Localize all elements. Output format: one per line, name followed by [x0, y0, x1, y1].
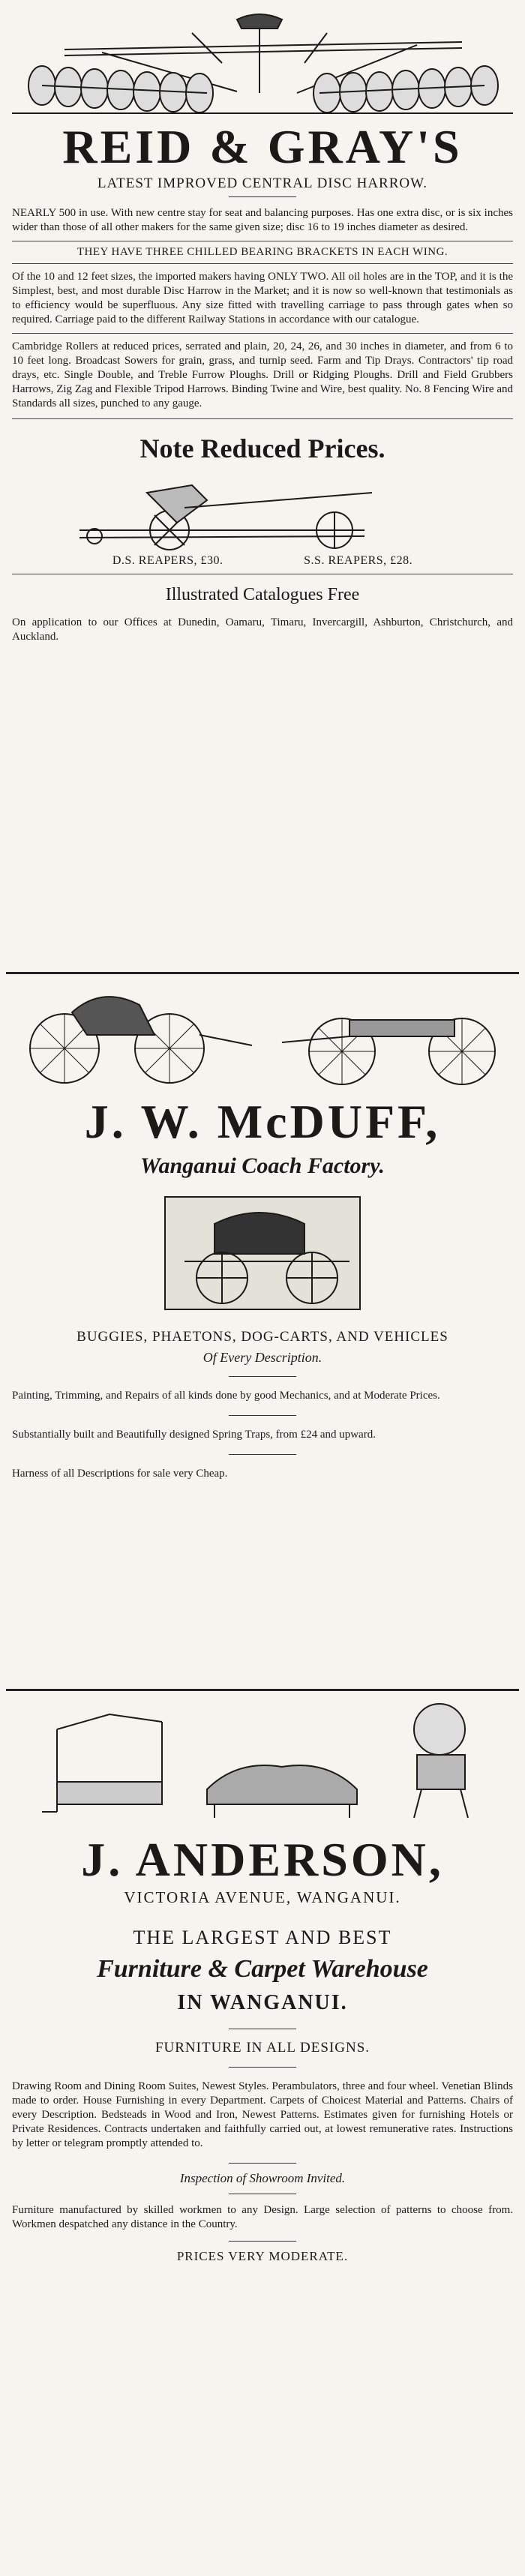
reid-gray-subtitle: LATEST IMPROVED CENTRAL DISC HARROW. — [97, 175, 428, 191]
reid-gray-para-1: NEARLY 500 in use. With new centre stay for seat and balancing purposes. Has one extra disc, or is six inches wider than those of all other makers for the same given size; disc 16 to 19 inches diameter as desired. — [12, 207, 513, 233]
reaper-illustration — [12, 478, 513, 553]
furniture-illustration — [12, 1699, 513, 1827]
reid-gray-title: REID & GRAY'S — [62, 120, 463, 173]
anderson-title: J. ANDERSON, — [81, 1833, 444, 1886]
anderson-prices: PRICES VERY MODERATE. — [176, 2249, 349, 2263]
anderson-inspection: Inspection of Showroom Invited. — [179, 2171, 346, 2185]
mcduff-title: J. W. McDUFF, — [84, 1095, 441, 1148]
short-rule — [229, 1454, 296, 1455]
anderson-para-1: Drawing Room and Dining Room Suites, Newest Styles. Perambulators, three and four wheel. Venetian Blinds made to order. House Furnishing in every Department. Carpets of Choicest Material and Patterns. Chairs of every Description. Bedsteads in Wood and Iron, Newest Patterns. Estimates given for furnishing Hotels or Private Residences. Contracts undertaken and faithfully carried out, at lowest remunerative rates. Instructions by letter or telegram promptly attended to. — [12, 2080, 513, 2149]
ss-reaper-price: S.S. REAPERS, £28. — [304, 554, 413, 567]
anderson-para-2: Furniture manufactured by skilled workmen to any Design. Large selection of patterns to choose from. Workmen despatched any distance in the Country. — [12, 2204, 513, 2230]
reid-gray-advert — [0, 0, 525, 971]
short-rule — [229, 196, 296, 197]
mcduff-harness: Harness of all Descriptions for sale very Cheap. — [12, 1468, 228, 1480]
short-rule — [229, 2163, 296, 2164]
rule — [12, 333, 513, 334]
reid-gray-offices: On application to our Offices at Dunedin, Oamaru, Timaru, Invercargill, Ashburton, Christchurch, and Auckland. — [12, 616, 513, 643]
rule — [12, 263, 513, 264]
reaper-prices — [72, 554, 453, 568]
reid-gray-para-4: Cambridge Rollers at reduced prices, serrated and plain, 20, 24, 26, and 30 inches in diameter, and from 6 to 10 feet long. Broadcast Sowers for grain, grass, and turnip seed. Farm and Tip Drays. Contractors' tip road drays, etc. Single Double, and Treble Furrow Ploughs. Drill or Ridging Ploughs. Drill and Field Grubbers Harrows, Zig Zag and Flexible Tripod Harrows. Binding Twine and Wire, best quality. No. 8 Fencing Wire and Standards all sizes, punched to any gauge. — [12, 340, 513, 409]
disc-harrow-illustration — [12, 3, 513, 115]
anderson-advert — [0, 1693, 525, 2576]
mcduff-painting: Painting, Trimming, and Repairs of all kinds done by good Mechanics, and at Moderate Prices. — [12, 1390, 440, 1402]
note-reduced-prices: Note Reduced Prices. — [140, 433, 386, 463]
anderson-largest: THE LARGEST AND BEST — [133, 1927, 392, 1948]
rule — [12, 418, 513, 419]
reid-gray-brackets: THEY HAVE THREE CHILLED BEARING BRACKETS IN EACH WING. — [76, 246, 448, 258]
ds-reaper-price: D.S. REAPERS, £30. — [112, 554, 224, 567]
short-rule — [229, 1376, 296, 1377]
mcduff-traps: Substantially built and Beautifully designed Spring Traps, from £24 and upward. — [12, 1429, 376, 1441]
reid-gray-para-3: Of the 10 and 12 feet sizes, the imported makers having ONLY TWO. All oil holes are in the TOP, and it is the Simplest, best, and most durable Disc Harrow in the Market; and it is now so well-known that testimonials as to efficiency would be superfluous. Any size fitted with travelling carriage to pass through gates when so required. Carriage paid to the different Railway Stations in accordance with our catalogue. — [12, 271, 513, 325]
mcduff-every-description: Of Every Description. — [202, 1350, 322, 1365]
short-rule — [229, 1415, 296, 1416]
anderson-warehouse: Furniture & Carpet Warehouse — [97, 1955, 428, 1983]
mcduff-vehicles: BUGGIES, PHAETONS, DOG-CARTS, AND VEHICLES — [76, 1329, 448, 1345]
buggy-illustration — [12, 1194, 513, 1314]
mcduff-subtitle: Wanganui Coach Factory. — [140, 1153, 385, 1178]
anderson-in-wanganui: IN WANGANUI. — [177, 1991, 348, 2014]
anderson-address: VICTORIA AVENUE, WANGANUI. — [124, 1888, 401, 1906]
carriages-illustration — [12, 982, 513, 1087]
anderson-designs: FURNITURE IN ALL DESIGNS. — [154, 2040, 370, 2056]
short-rule — [229, 2067, 296, 2068]
advert-divider — [6, 972, 519, 974]
advert-divider — [6, 1689, 519, 1691]
catalogues-free: Illustrated Catalogues Free — [165, 585, 360, 604]
mcduff-advert — [0, 976, 525, 1687]
short-rule — [229, 2241, 296, 2242]
